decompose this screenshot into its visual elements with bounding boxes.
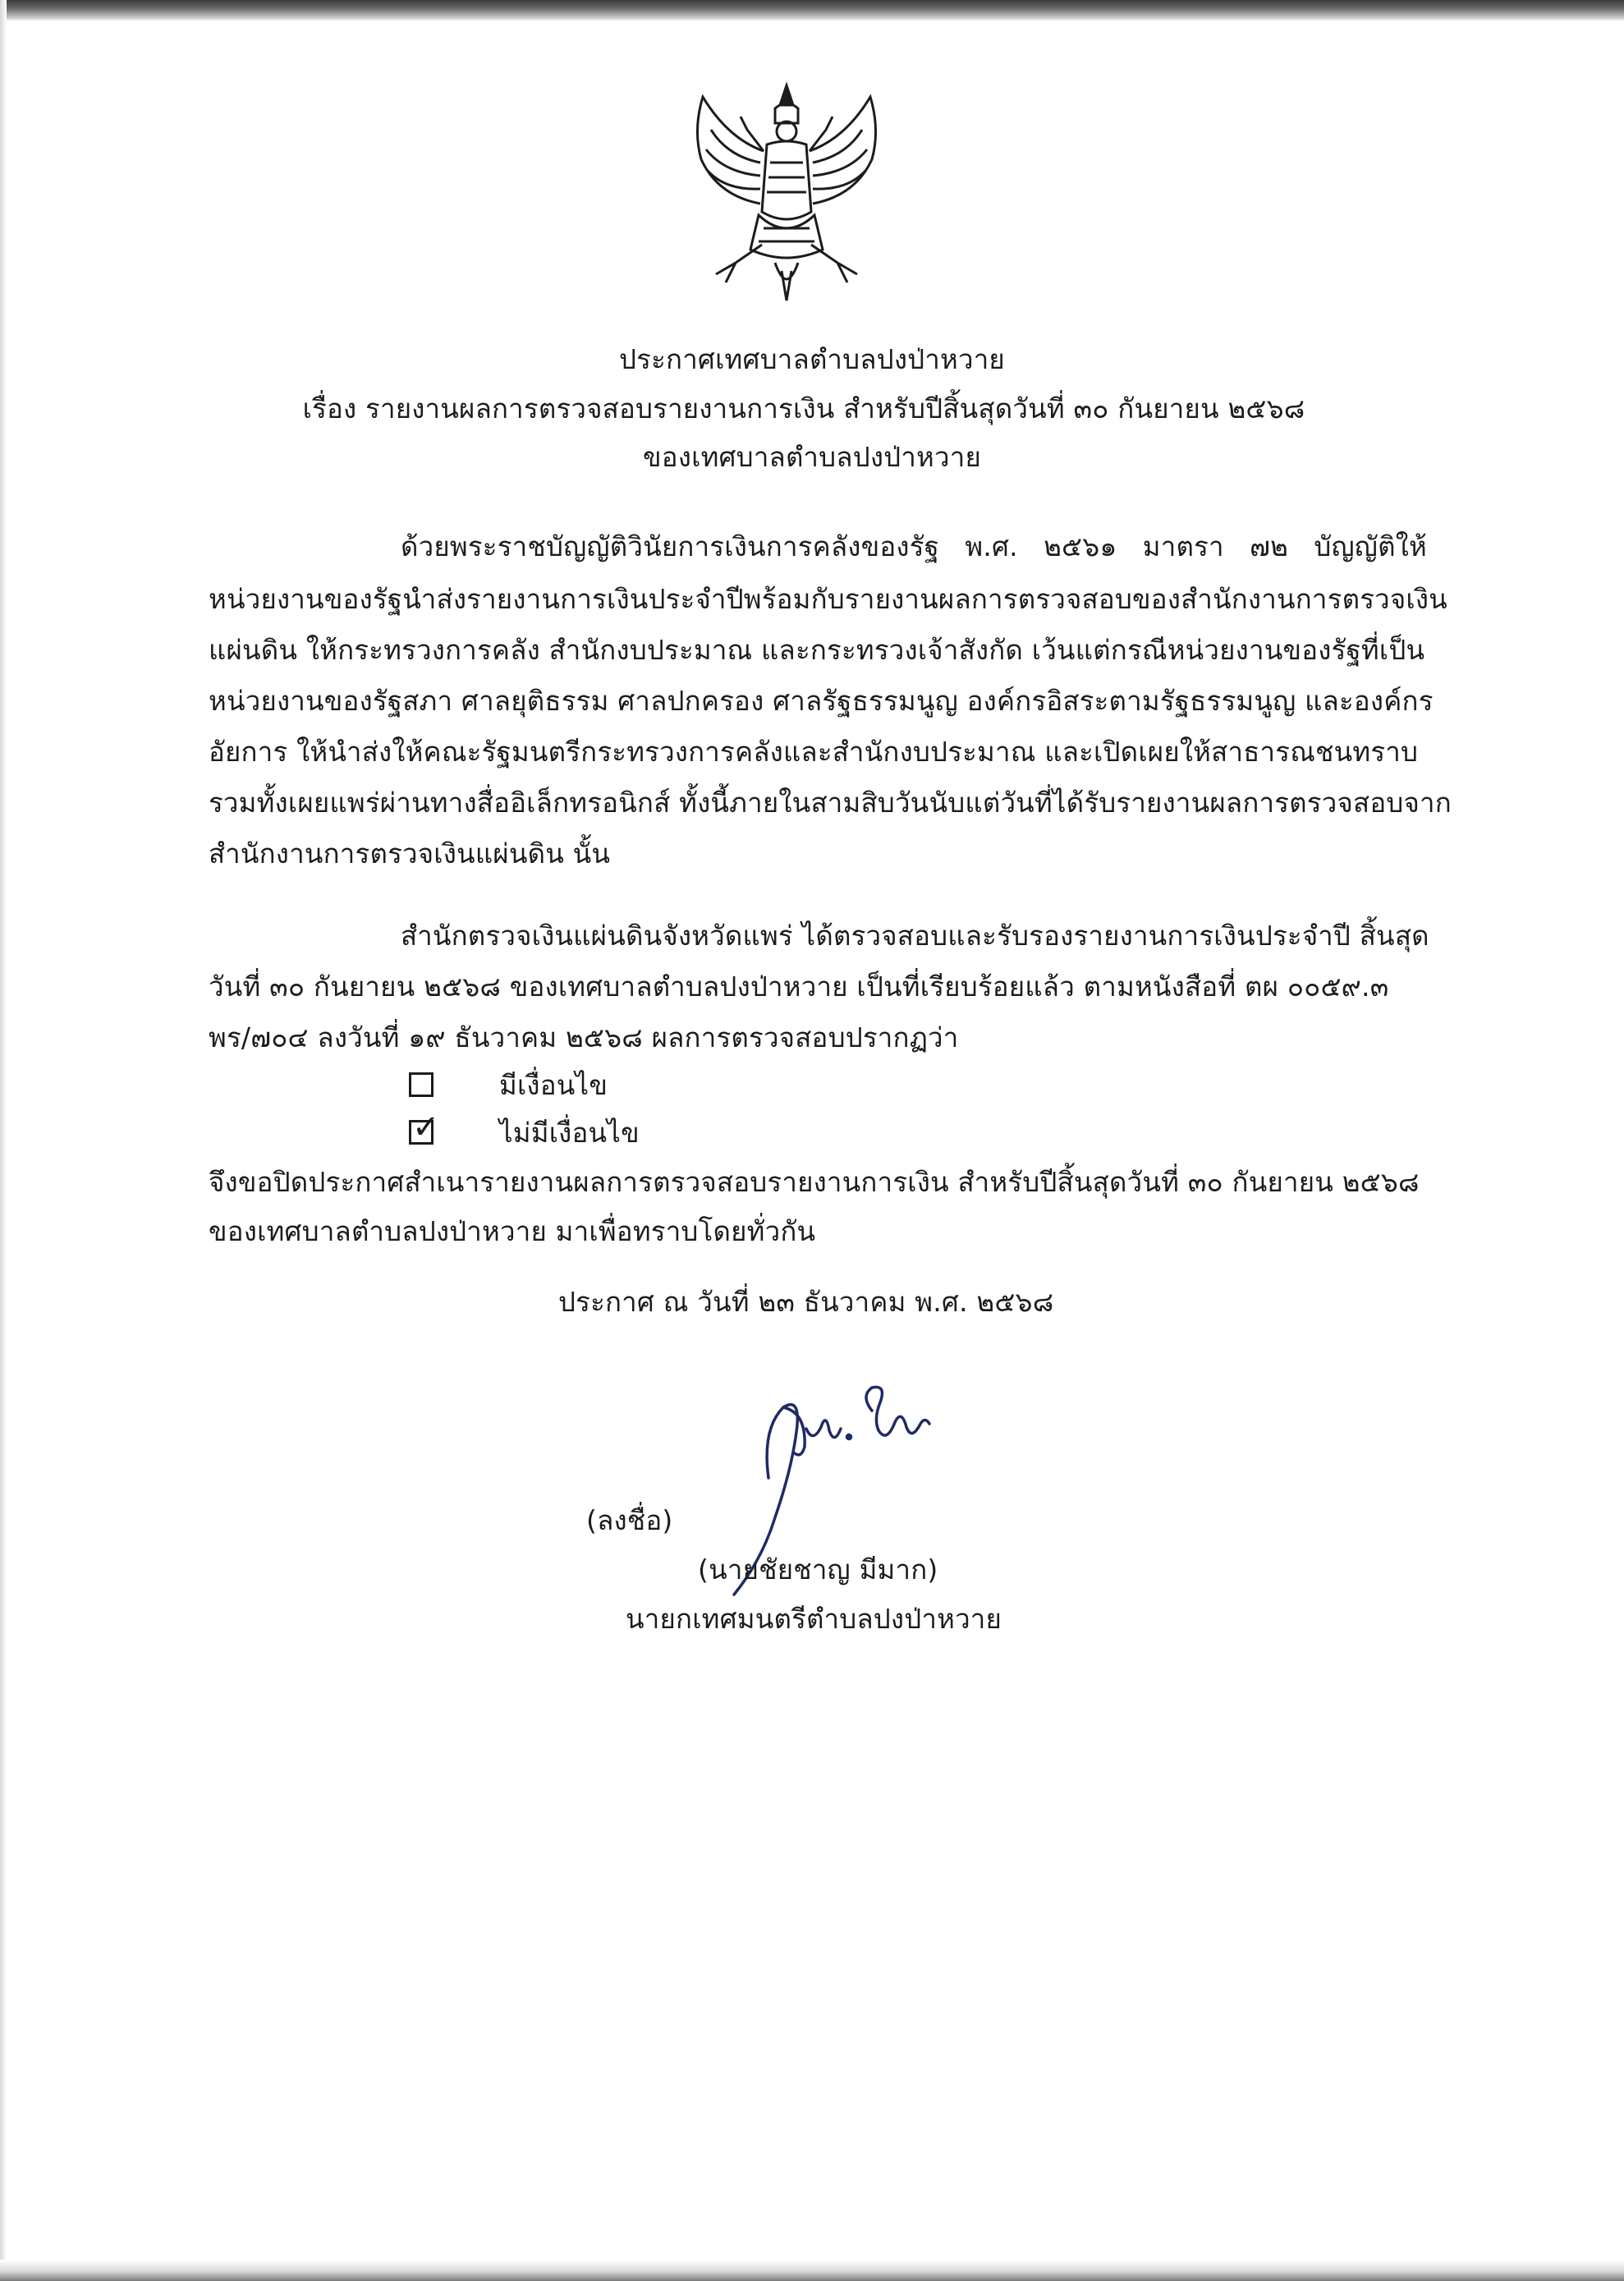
conditional-label: มีเงื่อนไข <box>499 1069 608 1101</box>
conditional-checkbox <box>409 1072 434 1097</box>
garuda-emblem-icon <box>678 80 895 307</box>
paragraph2-line: พร/๗๐๔ ลงวันที่ ๑๙ ธันวาคม ๒๕๖๘ ผลการตรวจสอบปรากฏว่า <box>209 1021 959 1053</box>
unconditional-checkbox <box>409 1108 440 1146</box>
signatory-position: นายกเทศมนตรีตำบลปงป่าหวาย <box>626 1603 1002 1635</box>
announcement-date: ประกาศ ณ วันที่ ๒๓ ธันวาคม พ.ศ. ๒๕๖๘ <box>558 1286 1054 1318</box>
document-title: ประกาศเทศบาลตำบลปงป่าหวาย <box>619 343 1005 375</box>
checkmark-icon: ✓ <box>412 1108 440 1146</box>
paragraph1-line: สำนักงานการตรวจเงินแผ่นดิน นั้น <box>209 838 611 870</box>
paragraph2-line: สำนักตรวจเงินแผ่นดินจังหวัดแพร่ ได้ตรวจสอบและรับรองรายงานการเงินประจำปี สิ้นสุด <box>401 920 1429 952</box>
signatory-name: (นายชัยชาญ มีมาก) <box>698 1554 938 1586</box>
paragraph1-line: อัยการ ให้นำส่งให้คณะรัฐมนตรีกระทรวงการคลังและสำนักงบประมาณ และเปิดเผยให้สาธารณชนทราบ <box>209 736 1419 768</box>
closing-line: ของเทศบาลตำบลปงป่าหวาย มาเพื่อทราบโดยทั่วกัน <box>209 1215 816 1247</box>
unconditional-label: ไม่มีเงื่อนไข <box>499 1117 640 1149</box>
document-subject: เรื่อง รายงานผลการตรวจสอบรายงานการเงิน สำหรับปีสิ้นสุดวันที่ ๓๐ กันยายน ๒๕๖๘ <box>302 392 1305 425</box>
paragraph1-line: แผ่นดิน ให้กระทรวงการคลัง สำนักงบประมาณ และกระทรวงเจ้าสังกัด เว้นแต่กรณีหน่วยงานของรัฐที่เป็น <box>209 634 1425 666</box>
paragraph1-line: ด้วยพระราชบัญญัติวินัยการเงินการคลังของรัฐ พ.ศ. ๒๕๖๑ มาตรา ๗๒ บัญญัติให้ <box>401 530 1427 562</box>
sign-label: (ลงชื่อ) <box>586 1504 673 1536</box>
document-subject-line2: ของเทศบาลตำบลปงป่าหวาย <box>643 441 981 473</box>
scan-edge-bottom <box>0 2260 1624 2281</box>
paragraph2-line: วันที่ ๓๐ กันยายน ๒๕๖๘ ของเทศบาลตำบลปงป่าหวาย เป็นที่เรียบร้อยแล้ว ตามหนังสือที่ ตผ ๐๐๕๙.๓ <box>209 971 1389 1003</box>
scan-edge-left <box>0 0 7 2281</box>
paragraph1-line: หน่วยงานของรัฐนำส่งรายงานการเงินประจำปีพร้อมกับรายงานผลการตรวจสอบของสำนักงานการตรวจเงิน <box>209 583 1447 615</box>
paragraph1-line: หน่วยงานของรัฐสภา ศาลยุติธรรม ศาลปกครอง ศาลรัฐธรรมนูญ องค์กรอิสระตามรัฐธรรมนูญ และองค์กร <box>209 685 1434 717</box>
scan-edge-top <box>0 0 1624 21</box>
paragraph1-line: รวมทั้งเผยแพร่ผ่านทางสื่ออิเล็กทรอนิกส์ ทั้งนี้ภายในสามสิบวันนับแต่วันที่ได้รับรายงานผลการตรวจสอบจาก <box>209 787 1452 819</box>
closing-line: จึงขอปิดประกาศสำเนารายงานผลการตรวจสอบรายงานการเงิน สำหรับปีสิ้นสุดวันที่ ๓๐ กันยายน ๒๕๖๘ <box>209 1166 1420 1198</box>
